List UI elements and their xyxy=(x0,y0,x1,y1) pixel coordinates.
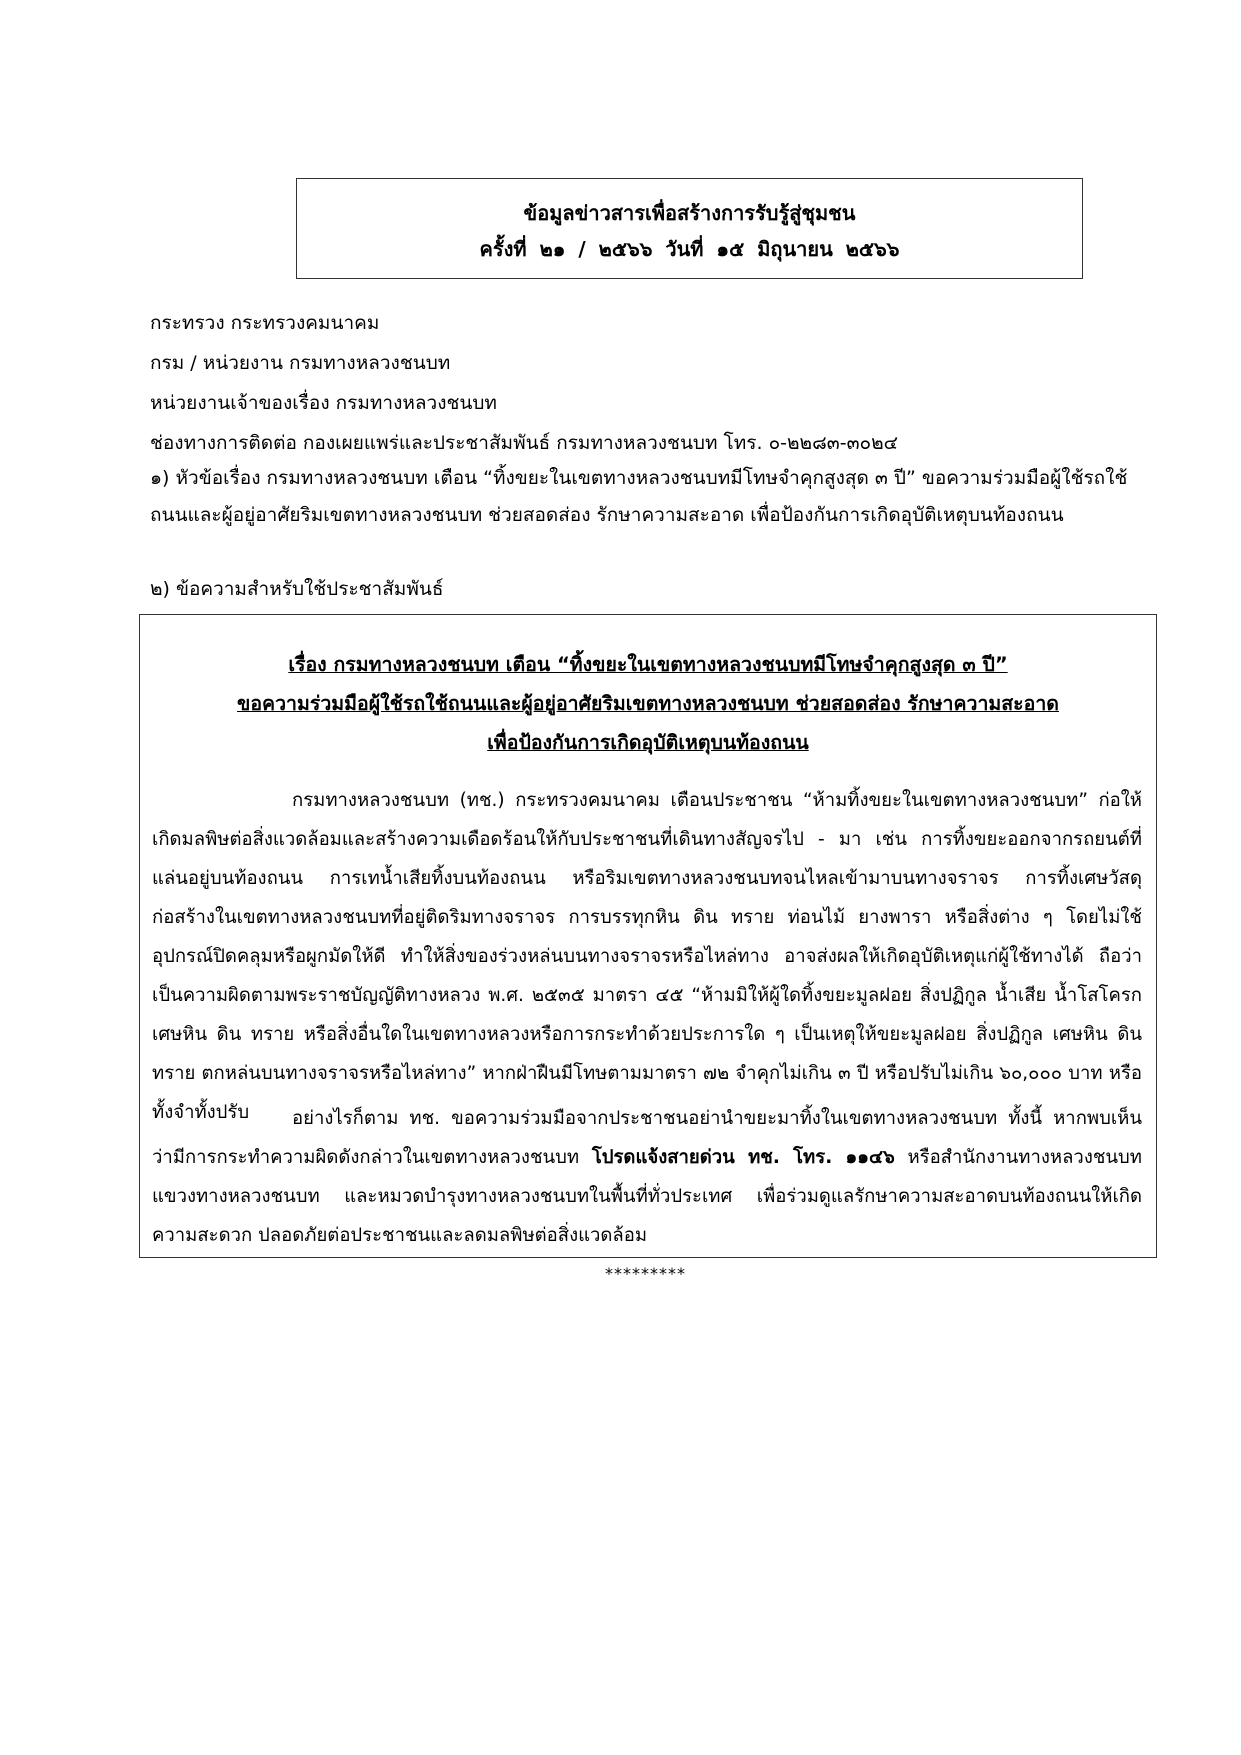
press-release-box xyxy=(139,614,1157,1258)
end-marker: ********* xyxy=(605,1264,686,1283)
article-paragraph-2: อย่างไรก็ตาม ทช. ขอความร่วมมือจากประชาชนอย่านำขยะมาทิ้งในเขตทางหลวงชนบท ทั้งนี้ หากพบเห็นว่ามีการกระทำความผิดดังกล่าวในเขตทางหลวงชนบท โปรดแจ้งสายด่วน ทช. โทร. ๑๑๔๖ หรือสำนักงานทางหลวงชนบท แขวงทางหลวงชนบท และหมวดบำรุงทางหลวงชนบทในพื้นที่ทั่วประเทศ เพื่อร่วมดูแลรักษาความสะอาดบนท้องถนนให้เกิดความสะดวก ปลอดภัยต่อประชาชนและลดมลพิษต่อสิ่งแวดล้อม xyxy=(152,1108,1142,1246)
article-title-line1: เรื่อง กรมทางหลวงชนบท เตือน “ทิ้งขยะในเขตทางหลวงชนบทมีโทษจำคุกสูงสุด ๓ ปี” xyxy=(288,653,1008,676)
article-title-line3: เพื่อป้องกันการเกิดอุบัติเหตุบนท้องถนน xyxy=(487,731,809,754)
article-title xyxy=(140,645,1156,762)
article-paragraph-1: กรมทางหลวงชนบท (ทช.) กระทรวงคมนาคม เตือนประชาชน “ห้ามทิ้งขยะในเขตทางหลวงชนบท” ก่อให้เกิดมลพิษต่อสิ่งแวดล้อมและสร้างความเดือดร้อนให้กับประชาชนที่เดินทางสัญจรไป - มา เช่น การทิ้งขยะออกจากรถยนต์ที่แล่นอยู่บนท้องถนน การเทน้ำเสียทิ้งบนท้องถนน หรือริมเขตทางหลวงชนบทจนไหลเข้ามาบนทางจราจร การทิ้งเศษวัสดุก่อสร้างในเขตทางหลวงชนบทที่อยู่ติดริมทางจราจร การบรรทุกหิน ดิน ทราย ท่อนไม้ ยางพารา หรือสิ่งต่าง ๆ โดยไม่ใช้อุปกรณ์ปิดคลุมหรือผูกมัดให้ดี ทำให้สิ่งของร่วงหล่นบนทางจราจรหรือไหล่ทาง อาจส่งผลให้เกิดอุบัติเหตุแก่ผู้ใช้ทางได้ ถือว่าเป็นความผิดตามพระราชบัญญัติทางหลวง พ.ศ. ๒๕๓๕ มาตรา ๔๕ “ห้ามมิให้ผู้ใดทิ้งขยะมูลฝอย สิ่งปฏิกูล น้ำเสีย น้ำโสโครก เศษหิน ดิน ทราย หรือสิ่งอื่นใดในเขตทางหลวงหรือการกระทำด้วยประการใด ๆ เป็นเหตุให้ขยะมูลฝอย สิ่งปฏิกูล เศษหิน ดิน ทราย ตกหล่นบนทางจราจรหรือไหล่ทาง” หากฝ่าฝืนมีโทษตามมาตรา ๗๒ จำคุกไม่เกิน ๓ ปี หรือปรับไม่เกิน ๖๐,๐๐๐ บาท หรือทั้งจำทั้งปรับ xyxy=(152,790,1142,1123)
contact-line: ช่องทางการติดต่อ กองเผยแพร่และประชาสัมพันธ์ กรมทางหลวงชนบท โทร. ๐-๒๒๘๓-๓๐๒๔ xyxy=(150,432,899,454)
ministry-line: กระทรวง กระทรวงคมนาคม xyxy=(150,312,380,334)
department-line: กรม / หน่วยงาน กรมทางหลวงชนบท xyxy=(150,352,451,374)
owner-line: หน่วยงานเจ้าของเรื่อง กรมทางหลวงชนบท xyxy=(150,392,497,414)
hotline-text: โปรดแจ้งสายด่วน ทช. โทร. ๑๑๔๖ xyxy=(591,1147,895,1168)
article-title-line2: ขอความร่วมมือผู้ใช้รถใช้ถนนและผู้อยู่อาศัยริมเขตทางหลวงชนบท ช่วยสอดส่อง รักษาความสะอาด xyxy=(237,692,1059,715)
header-box xyxy=(296,178,1083,279)
issue-date: ครั้งที่ ๒๑ / ๒๕๖๖ วันที่ ๑๕ มิถุนายน ๒๕๖๖ xyxy=(479,237,900,261)
pr-message-label: ๒) ข้อความสำหรับใช้ประชาสัมพันธ์ xyxy=(150,578,444,600)
topic-item: ๑) หัวข้อเรื่อง กรมทางหลวงชนบท เตือน “ทิ้งขยะในเขตทางหลวงชนบทมีโทษจำคุกสูงสุด ๓ ปี” ขอความร่วมมือผู้ใช้รถใช้ถนนและผู้อยู่อาศัยริมเขตทางหลวงชนบท ช่วยสอดส่อง รักษาความสะอาด เพื่อป้องกันการเกิดอุบัติเหตุบนท้องถนน xyxy=(150,467,1128,526)
document-title: ข้อมูลข่าวสารเพื่อสร้างการรับรู้สู่ชุมชน xyxy=(523,201,856,225)
